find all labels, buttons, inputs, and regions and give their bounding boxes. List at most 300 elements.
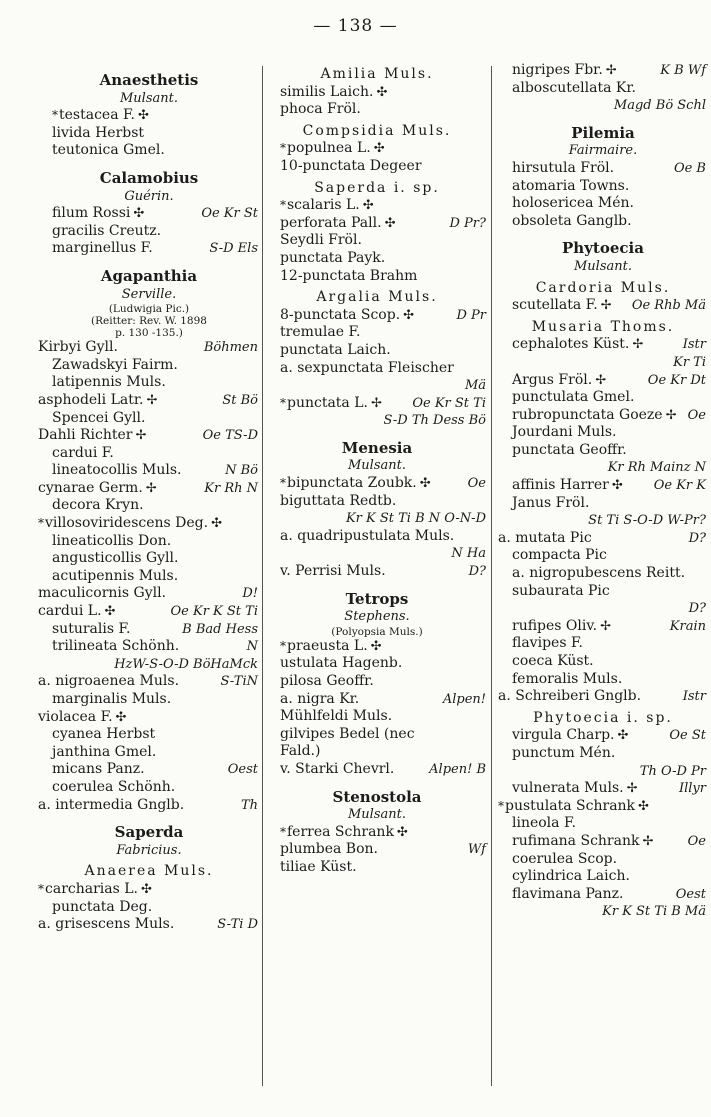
entry-text-group xyxy=(498,727,628,745)
species-entry xyxy=(266,859,488,877)
entry-text: holosericea Mén. xyxy=(512,195,635,212)
species-entry xyxy=(266,324,488,342)
entry-text-group xyxy=(38,603,115,621)
distribution-code: Illyr xyxy=(678,781,706,797)
distribution-line xyxy=(266,377,488,395)
entry-text-group xyxy=(266,268,417,286)
species-entry xyxy=(38,374,260,392)
cross-symbol-icon: ✣ xyxy=(617,728,629,744)
genus-heading xyxy=(38,170,260,188)
entry-text: perforata Pall. xyxy=(280,214,382,231)
entry-text-group xyxy=(38,107,149,125)
entry-text-group xyxy=(38,392,157,410)
distribution-line xyxy=(266,412,488,430)
entry-text: punctata Payk. xyxy=(280,249,386,266)
entry-text: Menesia xyxy=(341,438,413,457)
entry-text-group xyxy=(498,195,634,213)
genus-heading xyxy=(38,72,260,90)
entry-text: Argalia Muls. xyxy=(316,289,438,306)
distribution-code: N Bö xyxy=(225,463,258,479)
entry-text: Dahli Richter xyxy=(38,427,133,444)
distribution-code: Wf xyxy=(467,842,486,858)
species-entry xyxy=(266,215,488,233)
asterisk-mark: * xyxy=(280,198,286,213)
entry-text: pilosa Geoffr. xyxy=(280,673,374,689)
entry-text-group xyxy=(314,180,440,198)
entry-text-group xyxy=(498,495,589,513)
entry-text: nigripes Fbr. xyxy=(512,62,603,78)
species-entry xyxy=(38,515,260,533)
entry-text-group xyxy=(266,84,387,102)
species-entry xyxy=(498,653,708,671)
entry-text-group xyxy=(498,160,614,178)
subgenus-heading xyxy=(498,280,708,298)
species-entry xyxy=(38,621,260,639)
cross-symbol-icon: ✣ xyxy=(396,824,408,840)
entry-text: Mä xyxy=(464,378,486,394)
entry-text: Stenostola xyxy=(332,787,422,806)
entry-text: tremulae F. xyxy=(280,324,361,341)
entry-text-group xyxy=(38,533,171,551)
entry-text-group xyxy=(498,886,624,904)
entry-text: 8-punctata Scop. xyxy=(280,306,401,323)
entry-text: Mulsant. xyxy=(574,258,632,274)
entry-text: similis Laich. xyxy=(280,83,374,100)
entry-text-group xyxy=(266,708,392,726)
cross-symbol-icon: ✣ xyxy=(376,84,388,100)
cross-symbol-icon: ✣ xyxy=(211,516,222,532)
species-entry xyxy=(498,389,708,407)
entry-text: Pilemia xyxy=(571,123,635,142)
entry-text-group xyxy=(38,797,184,815)
asterisk-mark: * xyxy=(280,476,286,491)
genus-heading xyxy=(266,789,488,807)
entry-text-group xyxy=(569,142,638,160)
entry-text-group xyxy=(498,424,616,442)
species-entry xyxy=(498,495,708,513)
entry-text: (Ludwigia Pic.) xyxy=(108,303,190,316)
species-entry xyxy=(38,392,260,410)
distribution-line xyxy=(498,600,708,618)
entry-text: teutonica Gmel. xyxy=(52,142,165,159)
entry-text: Zawadskyi Fairm. xyxy=(52,356,178,373)
species-entry xyxy=(38,240,260,258)
entry-text-group xyxy=(498,442,627,460)
species-entry xyxy=(38,462,260,480)
entry-text: Stephens. xyxy=(344,609,410,625)
species-entry xyxy=(38,709,260,727)
distribution-line xyxy=(38,656,260,674)
entry-text: Magd Bö Schl xyxy=(613,98,706,114)
entry-text-group xyxy=(266,726,415,744)
cross-symbol-icon: ✢ xyxy=(642,833,654,849)
entry-text: punctata Geoffr. xyxy=(512,441,627,458)
entry-text: Fairmaire. xyxy=(568,143,638,159)
note-line xyxy=(38,327,260,339)
entry-text-group xyxy=(498,477,623,495)
distribution-code: Oe xyxy=(687,407,706,423)
entry-text-group xyxy=(689,600,706,618)
entry-text: gilvipes Bedel (nec xyxy=(280,725,415,742)
entry-text-group xyxy=(266,342,391,360)
entry-text: asphodeli Latr. xyxy=(38,391,144,408)
species-entry xyxy=(38,427,260,445)
entry-text-group xyxy=(498,745,615,763)
entry-text: rubropunctata Goeze xyxy=(512,406,663,423)
entry-text: lineola F. xyxy=(512,815,576,832)
species-entry xyxy=(38,480,260,498)
entry-text: v. Starki Chevrl. xyxy=(280,760,395,777)
entry-text-group xyxy=(498,780,638,798)
entry-text: Agapanthia xyxy=(100,266,198,285)
entry-text-group xyxy=(498,407,677,425)
entry-text: St Ti S-O-D W-Pr? xyxy=(588,513,706,529)
entry-text: a. nigropubescens Reitt. xyxy=(512,565,686,582)
species-entry xyxy=(498,565,708,583)
asterisk-mark: * xyxy=(280,395,286,410)
genus-heading xyxy=(266,440,488,458)
entry-text: populnea L. xyxy=(287,140,371,157)
distribution-code: Oe B xyxy=(673,160,706,176)
entry-text-group xyxy=(346,591,409,609)
entry-text: biguttata Redtb. xyxy=(280,492,397,509)
cross-symbol-icon: ✣ xyxy=(104,604,116,620)
species-entry xyxy=(38,533,260,551)
distribution-code: Istr xyxy=(682,337,706,353)
entry-text-group xyxy=(38,142,165,160)
species-entry xyxy=(266,708,488,726)
entry-text-group xyxy=(38,744,156,762)
entry-text-group xyxy=(266,250,385,268)
entry-text: Kr K St Ti B Mä xyxy=(602,904,706,920)
cross-symbol-icon: ✣ xyxy=(611,478,623,494)
entry-text: 12-punctata Brahm xyxy=(280,267,418,284)
species-entry xyxy=(498,336,708,354)
entry-text-group xyxy=(498,62,617,80)
entry-text-group xyxy=(498,336,643,354)
entry-text-group xyxy=(120,90,178,108)
species-entry xyxy=(498,868,708,886)
species-entry xyxy=(266,158,488,176)
author-line xyxy=(38,90,260,108)
subgenus-heading xyxy=(498,319,708,337)
entry-text-group xyxy=(115,824,184,842)
entry-text: Saperda xyxy=(114,823,184,842)
entry-text: Fabricius. xyxy=(116,842,182,858)
entry-text-group xyxy=(465,377,486,395)
entry-text: tiliae Küst. xyxy=(280,858,357,875)
entry-text: alboscutellata Kr. xyxy=(512,79,636,96)
entry-text: cephalotes Küst. xyxy=(512,336,630,353)
species-entry xyxy=(498,530,708,548)
entry-text-group xyxy=(116,842,181,860)
cross-symbol-icon: ✢ xyxy=(632,337,644,353)
species-entry xyxy=(38,339,260,357)
species-entry xyxy=(38,107,260,125)
genus-heading xyxy=(498,125,708,143)
cross-symbol-icon: ✢ xyxy=(600,298,612,314)
species-entry xyxy=(38,797,260,815)
entry-text-group xyxy=(266,859,357,877)
entry-text-group xyxy=(38,673,179,691)
entry-text-group xyxy=(498,530,592,548)
entry-text: Janus Fröl. xyxy=(512,494,590,511)
entry-text-group xyxy=(38,638,179,656)
entry-text-group xyxy=(332,789,421,807)
entry-text-group xyxy=(38,339,118,357)
entry-text: a. intermedia Gnglb. xyxy=(38,796,185,813)
entry-text-group xyxy=(384,412,486,430)
subgenus-heading xyxy=(266,180,488,198)
species-entry xyxy=(498,213,708,231)
entry-text-group xyxy=(38,462,181,480)
entry-text: Saperda i. sp. xyxy=(314,179,440,196)
species-entry xyxy=(38,445,260,463)
asterisk-mark: * xyxy=(280,638,286,653)
entry-text-group xyxy=(533,710,673,728)
entry-text: plumbea Bon. xyxy=(280,841,378,858)
genus-heading xyxy=(266,591,488,609)
cross-symbol-icon: ✢ xyxy=(146,392,158,408)
distribution-code: Alpen! xyxy=(442,691,486,707)
entry-text-group xyxy=(266,101,361,119)
distribution-code: Oe xyxy=(467,476,486,492)
distribution-code: Alpen! B xyxy=(429,761,486,777)
subgenus-heading xyxy=(266,66,488,84)
entry-text-group xyxy=(451,545,486,563)
entry-text: scutellata F. xyxy=(512,297,598,314)
entry-text: cardui F. xyxy=(52,444,114,461)
entry-text-group xyxy=(498,80,636,98)
entry-text: Kr K St Ti B N O-N-D xyxy=(345,511,486,527)
entry-text: coerulea Schönh. xyxy=(52,778,176,795)
note-line xyxy=(38,315,260,327)
entry-text-group xyxy=(109,303,189,315)
entry-text-group xyxy=(38,445,114,463)
entry-text: punctata Deg. xyxy=(52,898,153,915)
species-entry xyxy=(266,761,488,779)
entry-text-group xyxy=(38,205,144,223)
entry-text-group xyxy=(571,125,635,143)
entry-text: hirsutula Fröl. xyxy=(512,159,615,176)
cross-symbol-icon: ✣ xyxy=(638,798,649,814)
entry-text: marginellus F. xyxy=(52,240,153,257)
entry-text: (Polyopsia Muls.) xyxy=(331,625,423,638)
column-divider xyxy=(491,66,492,1086)
entry-text-group xyxy=(266,395,382,413)
cross-symbol-icon: ✢ xyxy=(145,480,157,496)
distribution-code: Oe Rhb Mä xyxy=(631,298,706,314)
entry-text: decora Kryn. xyxy=(52,497,144,514)
species-entry xyxy=(266,84,488,102)
entry-text-group xyxy=(38,515,222,533)
entry-text-group xyxy=(266,158,422,176)
entry-text: Guérin. xyxy=(124,188,174,204)
species-entry xyxy=(38,223,260,241)
entry-text-group xyxy=(266,360,454,378)
entry-text: a. Schreiberi Gnglb. xyxy=(498,688,642,705)
cross-symbol-icon: ✣ xyxy=(133,206,145,222)
species-entry xyxy=(38,779,260,797)
species-entry xyxy=(266,475,488,493)
species-entry xyxy=(266,268,488,286)
distribution-code: Krain xyxy=(669,618,706,634)
asterisk-mark: * xyxy=(280,141,286,156)
species-entry xyxy=(498,780,708,798)
entry-text-group xyxy=(266,215,395,233)
asterisk-mark: * xyxy=(38,516,44,531)
entry-text-group xyxy=(316,289,437,307)
cross-symbol-icon: ✢ xyxy=(626,781,638,797)
entry-text-group xyxy=(38,916,174,934)
distribution-code: St Bö xyxy=(222,392,258,408)
entry-text: micans Panz. xyxy=(52,761,145,778)
entry-text-group xyxy=(266,841,378,859)
entry-text: a. grisescens Muls. xyxy=(38,916,175,933)
genus-heading xyxy=(498,240,708,258)
species-entry xyxy=(498,407,708,425)
cross-symbol-icon: ✣ xyxy=(370,638,382,654)
entry-text: Mulsant. xyxy=(120,90,178,106)
entry-text: Tetrops xyxy=(345,589,409,608)
entry-text-group xyxy=(114,656,258,674)
cross-symbol-icon: ✢ xyxy=(370,395,382,411)
entry-text: N Ha xyxy=(451,546,486,562)
entry-text-group xyxy=(498,851,617,869)
entry-text: cyanea Herbst xyxy=(52,726,156,743)
species-entry xyxy=(38,550,260,568)
species-entry xyxy=(498,851,708,869)
entry-text-group xyxy=(498,833,653,851)
species-entry xyxy=(38,142,260,160)
entry-text: Cardoria Muls. xyxy=(535,279,671,296)
entry-text: lineaticollis Don. xyxy=(52,532,172,549)
distribution-code: D? xyxy=(468,564,486,580)
distribution-code: Oe Kr K St Ti xyxy=(170,604,258,620)
entry-text: punctata L. xyxy=(287,394,368,411)
entry-text: coeca Küst. xyxy=(512,653,594,669)
entry-text: Mühlfeldi Muls. xyxy=(280,708,393,725)
entry-text-group xyxy=(498,389,634,407)
distribution-code: D! xyxy=(242,586,258,602)
entry-text-group xyxy=(346,510,486,528)
entry-text: a. sexpunctata Fleischer xyxy=(280,359,454,376)
entry-text: subaurata Pic xyxy=(512,582,610,599)
entry-text: Anaesthetis xyxy=(99,71,199,89)
entry-text: a. quadripustulata Muls. xyxy=(280,527,455,544)
species-entry xyxy=(498,798,708,816)
species-entry xyxy=(266,342,488,360)
entry-text-group xyxy=(266,761,394,779)
species-entry xyxy=(266,197,488,215)
column-1 xyxy=(38,62,260,934)
entry-text: Amilia Muls. xyxy=(320,66,434,82)
species-entry xyxy=(498,80,708,98)
note-line xyxy=(266,626,488,638)
author-line xyxy=(38,842,260,860)
entry-text-group xyxy=(266,743,320,761)
entry-text-group xyxy=(602,903,706,921)
distribution-code: Oest xyxy=(227,762,258,778)
entry-text-group xyxy=(562,240,644,258)
entry-text-group xyxy=(266,824,408,842)
distribution-line xyxy=(498,97,708,115)
entry-text-group xyxy=(498,178,629,196)
species-entry xyxy=(266,101,488,119)
entry-text: Th O-D Pr xyxy=(639,763,706,779)
entry-text: a. nigra Kr. xyxy=(280,690,360,707)
entry-text: livida Herbst xyxy=(52,124,145,141)
cross-symbol-icon: ✢ xyxy=(135,428,147,444)
species-entry xyxy=(38,673,260,691)
entry-text: a. mutata Pic xyxy=(498,529,592,546)
distribution-code: Kr Rh N xyxy=(204,480,258,496)
subgenus-heading xyxy=(498,710,708,728)
asterisk-mark: * xyxy=(498,798,504,813)
entry-text-group xyxy=(266,655,402,673)
entry-text-group xyxy=(348,806,406,824)
species-entry xyxy=(38,585,260,603)
author-line xyxy=(498,142,708,160)
entry-text: coerulea Scop. xyxy=(512,850,618,867)
entry-text: punctata Laich. xyxy=(280,341,391,358)
entry-text-group xyxy=(38,357,178,375)
entry-text-group xyxy=(38,691,171,709)
distribution-code: B Bad Hess xyxy=(182,621,258,637)
entry-text: phoca Fröl. xyxy=(280,101,361,118)
species-entry xyxy=(498,547,708,565)
species-entry xyxy=(498,727,708,745)
page-number: — 138 — xyxy=(313,16,398,36)
entry-text: Fald.) xyxy=(280,743,321,760)
species-entry xyxy=(38,691,260,709)
cross-symbol-icon: ✣ xyxy=(115,709,127,725)
entry-text: Anaerea Muls. xyxy=(84,863,214,880)
entry-text: latipennis Muls. xyxy=(52,374,166,391)
species-entry xyxy=(266,528,488,546)
species-entry xyxy=(38,205,260,223)
entry-text: S-D Th Dess Bö xyxy=(383,413,486,429)
genus-heading xyxy=(38,268,260,286)
entry-text-group xyxy=(38,125,144,143)
distribution-line xyxy=(498,763,708,781)
cross-symbol-icon: ✣ xyxy=(362,198,374,214)
entry-text-group xyxy=(38,497,144,515)
distribution-line xyxy=(266,510,488,528)
distribution-code: Oe TS-D xyxy=(202,428,258,444)
entry-text: 10-punctata Degeer xyxy=(280,157,422,174)
entry-text-group xyxy=(498,868,630,886)
subgenus-heading xyxy=(38,863,260,881)
entry-text: angusticollis Gyll. xyxy=(52,550,179,567)
distribution-code: Oe St xyxy=(669,728,706,744)
note-line xyxy=(38,303,260,315)
species-entry xyxy=(266,743,488,761)
species-entry xyxy=(498,195,708,213)
entry-text-group xyxy=(100,72,199,90)
entry-text-group xyxy=(266,232,362,250)
species-entry xyxy=(266,638,488,656)
entry-text: Jourdani Muls. xyxy=(512,424,617,441)
entry-text-group xyxy=(498,688,641,706)
entry-text: atomaria Towns. xyxy=(512,177,630,194)
species-entry xyxy=(498,886,708,904)
entry-text-group xyxy=(588,512,706,530)
distribution-code: Oe Kr St Ti xyxy=(412,395,486,411)
entry-text: Calamobius xyxy=(99,168,199,187)
entry-text: maculicornis Gyll. xyxy=(38,585,167,602)
distribution-code: D? xyxy=(688,530,706,546)
